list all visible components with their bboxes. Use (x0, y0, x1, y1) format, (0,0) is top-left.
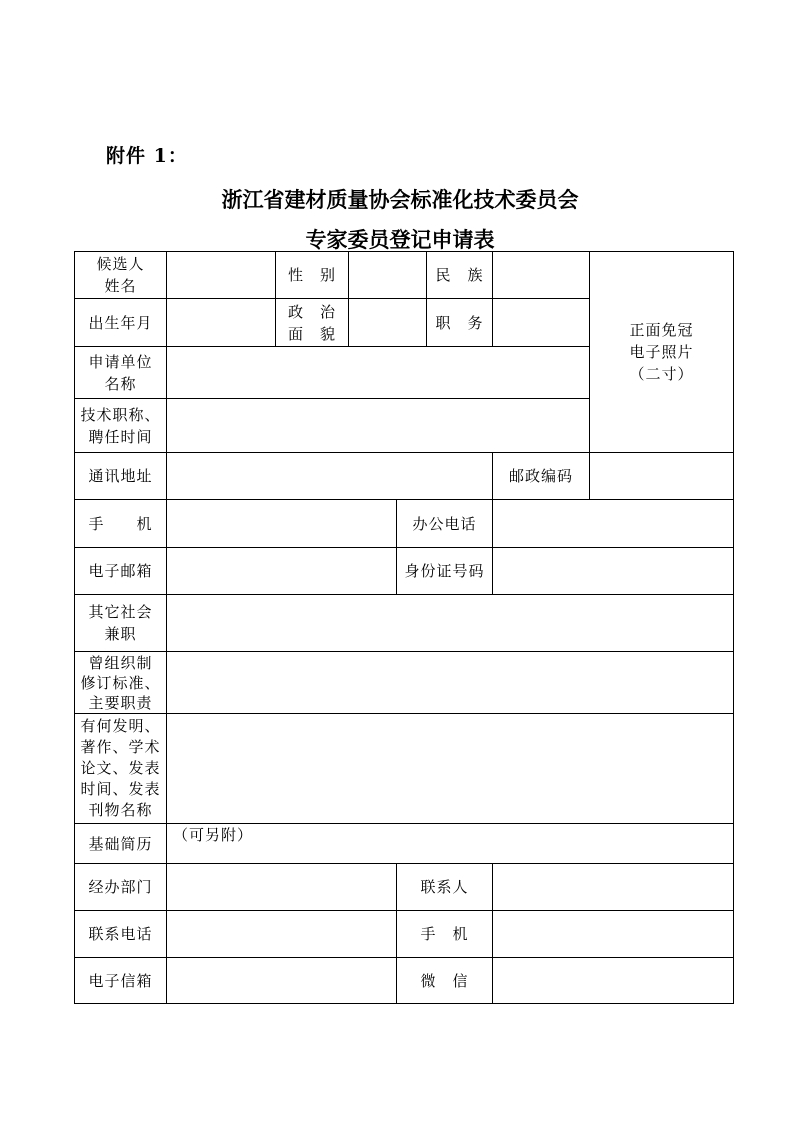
department-field[interactable] (167, 864, 397, 911)
contact-mobile-label: 手 机 (397, 911, 493, 958)
row-email (75, 548, 734, 595)
resume-label: 基础简历 (75, 824, 167, 864)
photo-placeholder[interactable]: 正面免冠 电子照片 （二寸） (590, 252, 734, 453)
standards-label: 曾组织制 修订标准、 主要职责 (75, 652, 167, 714)
row-address (75, 453, 734, 500)
form-title-line-1: 浙江省建材质量协会标准化技术委员会 (221, 187, 579, 212)
row-resume (75, 824, 734, 864)
political-status-label: 政 治 面 貌 (276, 299, 349, 347)
row-department (75, 864, 734, 911)
wechat-label: 微 信 (397, 958, 493, 1004)
tech-title-label: 技术职称、 聘任时间 (75, 399, 167, 453)
contact-person-field[interactable] (493, 864, 734, 911)
attachment-label: 附件 1： (106, 145, 188, 167)
department-label: 经办部门 (75, 864, 167, 911)
tech-title-field[interactable] (167, 399, 590, 453)
candidate-name-field[interactable] (167, 252, 276, 299)
inventions-label: 有何发明、 著作、学术 论文、发表 时间、发表 刊物名称 (75, 714, 167, 824)
row-mobile (75, 500, 734, 548)
resume-note: （可另附） (173, 826, 254, 844)
row-inventions (75, 714, 734, 824)
standards-field[interactable] (167, 652, 734, 714)
position-label: 职 务 (427, 299, 493, 347)
row-other-roles (75, 595, 734, 652)
political-status-field[interactable] (349, 299, 427, 347)
office-phone-label: 办公电话 (397, 500, 493, 548)
address-label: 通讯地址 (75, 453, 167, 500)
form-title-line-2: 专家委员登记申请表 (305, 227, 495, 252)
ethnicity-label: 民 族 (427, 252, 493, 299)
office-phone-field[interactable] (493, 500, 734, 548)
row-standards (75, 652, 734, 714)
postcode-label: 邮政编码 (493, 453, 590, 500)
gender-label: 性 别 (276, 252, 349, 299)
ethnicity-field[interactable] (493, 252, 590, 299)
email-field[interactable] (167, 548, 397, 595)
id-number-field[interactable] (493, 548, 734, 595)
address-field[interactable] (167, 453, 493, 500)
contact-email-label: 电子信箱 (75, 958, 167, 1004)
mobile-field[interactable] (167, 500, 397, 548)
resume-field[interactable] (167, 824, 734, 864)
id-number-label: 身份证号码 (397, 548, 493, 595)
row-contact-email (75, 958, 734, 1004)
row-candidate (75, 252, 734, 299)
contact-phone-field[interactable] (167, 911, 397, 958)
email-label: 电子邮箱 (75, 548, 167, 595)
registration-form-table (74, 251, 734, 1004)
candidate-name-label: 候选人 姓名 (75, 252, 167, 299)
contact-person-label: 联系人 (397, 864, 493, 911)
contact-email-field[interactable] (167, 958, 397, 1004)
inventions-field[interactable] (167, 714, 734, 824)
contact-mobile-field[interactable] (493, 911, 734, 958)
other-roles-label: 其它社会 兼职 (75, 595, 167, 652)
contact-phone-label: 联系电话 (75, 911, 167, 958)
other-roles-field[interactable] (167, 595, 734, 652)
position-field[interactable] (493, 299, 590, 347)
birth-label: 出生年月 (75, 299, 167, 347)
employer-label: 申请单位 名称 (75, 347, 167, 399)
postcode-field[interactable] (590, 453, 734, 500)
wechat-field[interactable] (493, 958, 734, 1004)
employer-field[interactable] (167, 347, 590, 399)
gender-field[interactable] (349, 252, 427, 299)
row-contact-phone (75, 911, 734, 958)
birth-field[interactable] (167, 299, 276, 347)
mobile-label: 手 机 (75, 500, 167, 548)
